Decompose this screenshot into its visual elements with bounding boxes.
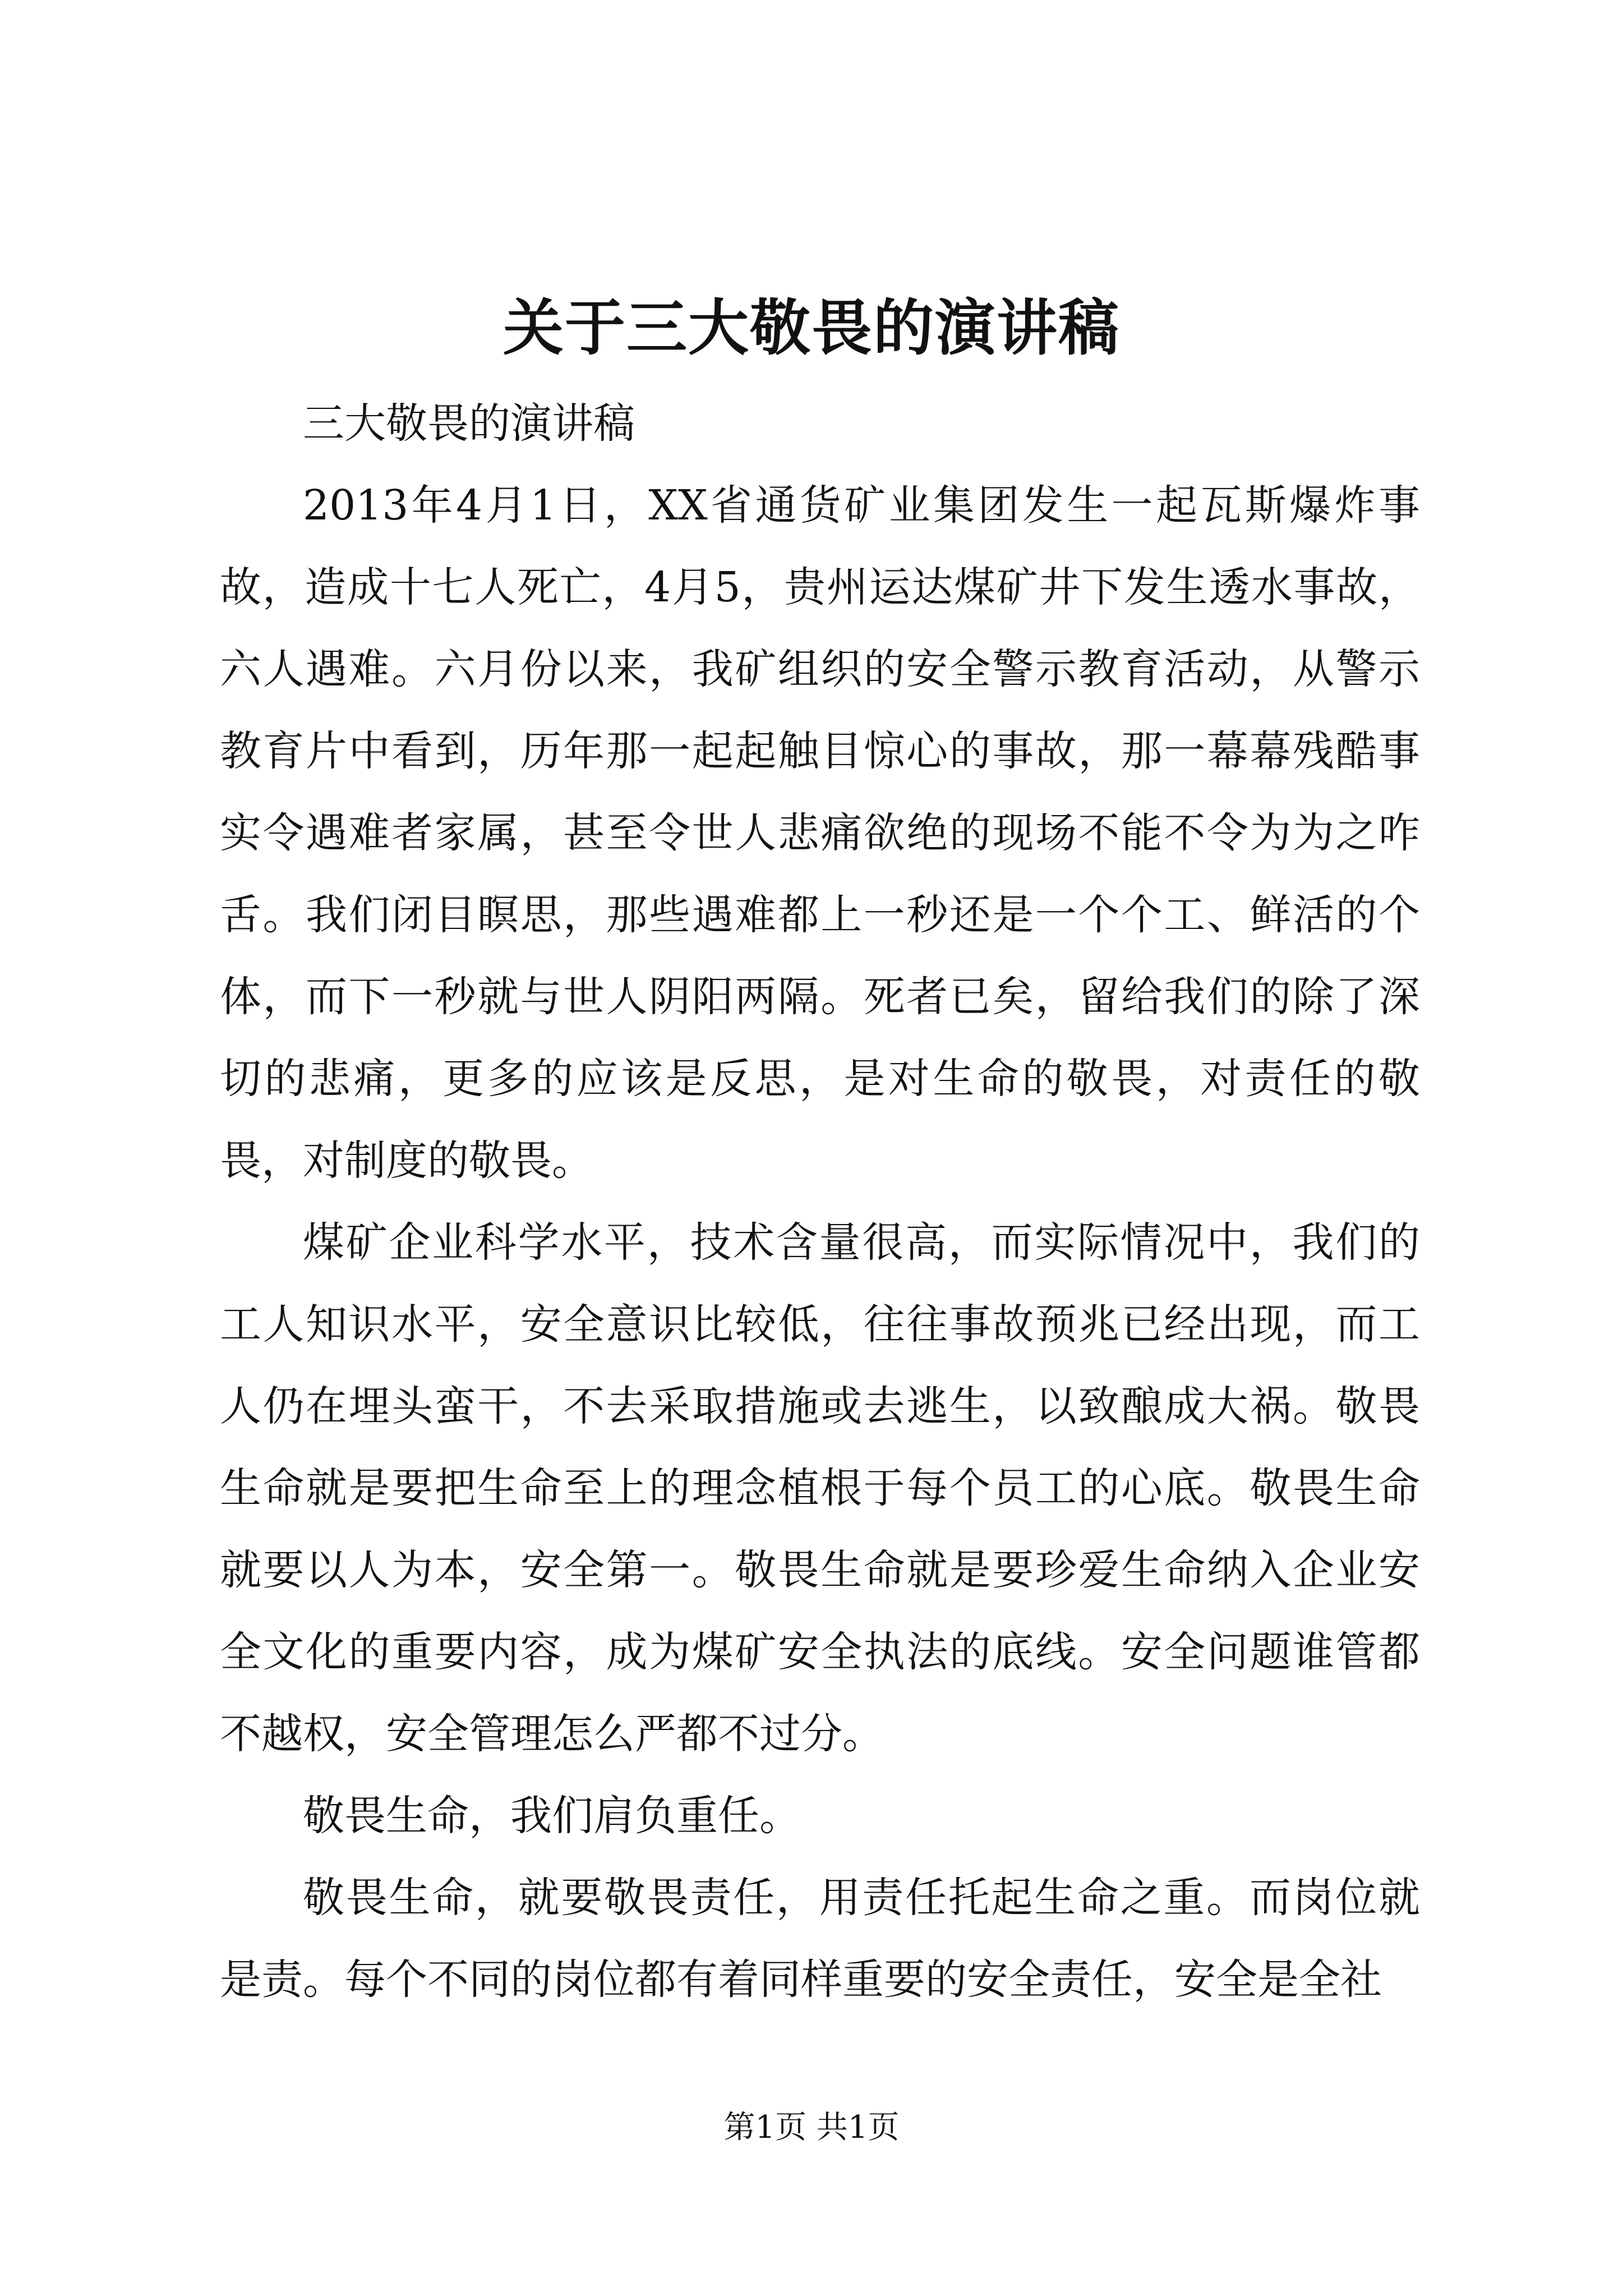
page-footer: 第1页 共1页 (723, 2109, 900, 2146)
document-title: 关于三大敬畏的演讲稿 (502, 293, 1120, 364)
paragraph-4: 敬畏生命，就要敬畏责任，用责任托起生命之重。而岗位就是责。每个不同的岗位都有着同样重要的安全责任，安全是全社 (220, 1874, 1420, 2004)
paragraph-2: 煤矿企业科学水平，技术含量很高，而实际情况中，我们的工人知识水平，安全意识比较低，往往事故预兆已经出现，而工人仍在埋头蛮干，不去采取措施或去逃生，以致酿成大祸。敬畏生命就是要把生命至上的理念植根于每个员工的心底。敬畏生命就要以人为本，安全第一。敬畏生命就是要珍爱生命纳入企业安全文化的重要内容，成为煤矿安全执法的底线。安全问题谁管都不越权，安全管理怎么严都不过分。 (220, 1218, 1420, 1758)
document-body (220, 383, 1420, 2021)
paragraph-3: 敬畏生命，我们肩负重任。 (303, 1792, 801, 1840)
paragraph-subtitle: 三大敬畏的演讲稿 (303, 399, 635, 448)
paragraph-1: 2013年4月1日，XX省通货矿业集团发生一起瓦斯爆炸事故，造成十七人死亡，4月5，贵州运达煤矿井下发生透水事故，六人遇难。六月份以来，我矿组织的安全警示教育活动，从警示教育片中看到，历年那一起起触目惊心的事故，那一幕幕残酷事实令遇难者家属，甚至令世人悲痛欲绝的现场不能不令为为之咋舌。我们闭目瞑思，那些遇难都上一秒还是一个个工、鲜活的个体，而下一秒就与世人阴阳两隔。死者已矣，留给我们的除了深切的悲痛，更多的应该是反思，是对生命的敬畏，对责任的敬畏，对制度的敬畏。 (220, 481, 1420, 1185)
